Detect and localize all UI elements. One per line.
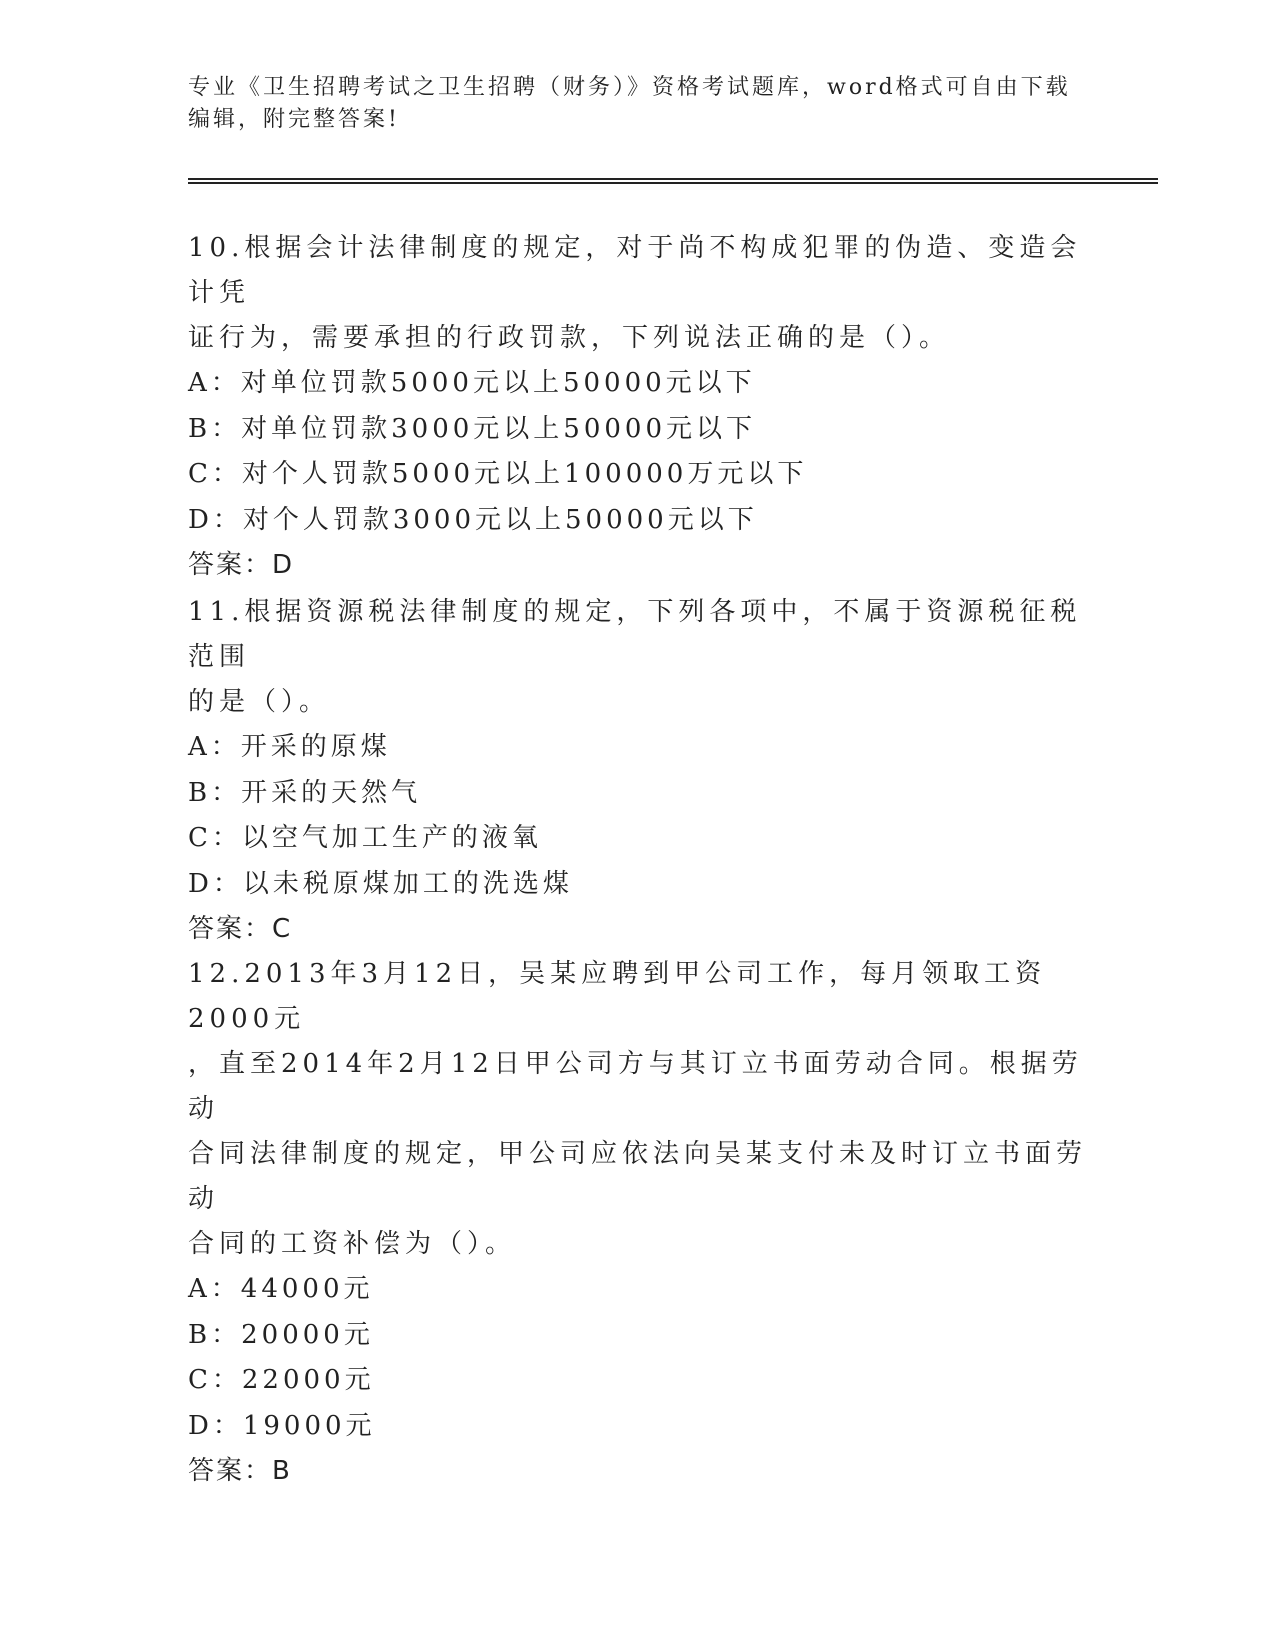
answer-line: 答案：B [188, 1456, 292, 1486]
option-b: B：开采的天然气 [188, 777, 422, 808]
question-12 [188, 952, 1088, 1494]
question-10 [188, 226, 1088, 588]
question-stem-line: 的是（）。 [188, 687, 331, 717]
question-stem-line: 合同法律制度的规定，甲公司应依法向吴某支付未及时订立书面劳动 [188, 1139, 1088, 1214]
answer-line: 答案：C [188, 914, 293, 944]
header-line-2: 编辑，附完整答案! [188, 107, 400, 132]
option-a: A：44000元 [188, 1274, 374, 1304]
question-stem-line: 合同的工资补偿为（）。 [188, 1229, 517, 1259]
option-d: D：以未税原煤加工的洗选煤 [188, 868, 573, 899]
question-stem-line: 12.2013年3月12日，吴某应聘到甲公司工作，每月领取工资2000元 [188, 959, 1047, 1034]
option-a: A：开采的原煤 [188, 732, 391, 762]
question-stem [188, 952, 1088, 1267]
option-d: D：对个人罚款3000元以上50000元以下 [188, 504, 758, 535]
question-stem-line: 10.根据会计法律制度的规定，对于尚不构成犯罪的伪造、变造会计凭 [188, 233, 1082, 308]
question-11 [188, 590, 1088, 952]
question-stem-line: ，直至2014年2月12日甲公司方与其订立书面劳动合同。根据劳动 [188, 1049, 1083, 1124]
question-stem-line: 11.根据资源税法律制度的规定，下列各项中，不属于资源税征税范围 [188, 597, 1082, 672]
option-c: C：以空气加工生产的液氧 [188, 823, 542, 853]
question-stem [188, 226, 1088, 361]
question-stem-line: 证行为，需要承担的行政罚款，下列说法正确的是（）。 [188, 323, 951, 353]
question-stem [188, 590, 1088, 725]
answer-line: 答案：D [188, 550, 295, 580]
header-line-1: 专业《卫生招聘考试之卫生招聘（财务）》资格考试题库，word格式可自由下载 [188, 75, 1071, 100]
option-b: B：对单位罚款3000元以上50000元以下 [188, 413, 756, 444]
option-a: A：对单位罚款5000元以上50000元以下 [188, 368, 756, 398]
option-d: D：19000元 [188, 1410, 376, 1441]
header-divider [188, 178, 1158, 184]
option-c: C：22000元 [188, 1365, 375, 1395]
option-c: C：对个人罚款5000元以上100000万元以下 [188, 459, 808, 489]
option-b: B：20000元 [188, 1319, 374, 1350]
document-header [188, 72, 1088, 136]
